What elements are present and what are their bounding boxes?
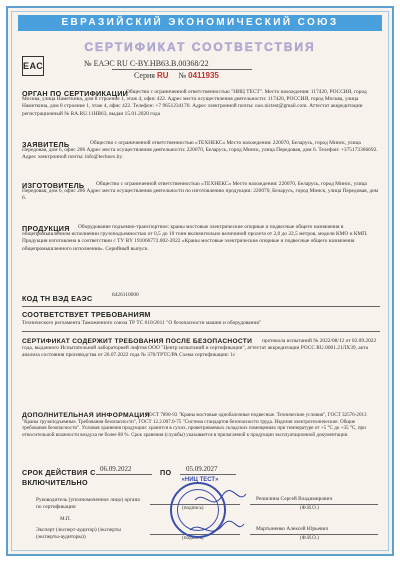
info-text: ГОСТ 7890-93 "Краны мостовые однобалочные подвесные. Технические условия", ГОСТ 32576-2013 "Краны грузоподъемные. Требования безопасности", ГОСТ 12.2.007.0-75 "Система стандартов безопасности труда. Изделия электротехнические. Общие требования безопасности". Условия хранения продукции: хранится в сухих, проветриваемых складских помещениях при температуре от +5 °С до +35 °С, при относительной влажности воздуха не более 80 %. Срок хранения (службы) указывается в прилагаемой к продукции эксплуатационной документации. <box>22 412 367 438</box>
head-sign-caption: (подпись) <box>182 505 204 511</box>
info-label: ДОПОЛНИТЕЛЬНАЯ ИНФОРМАЦИЯ <box>22 412 150 419</box>
manufacturer-label: ИЗГОТОВИТЕЛЬ <box>22 181 85 190</box>
series-line <box>134 72 219 79</box>
validity-to-rule <box>180 474 236 475</box>
validity-from: 06.09.2022 <box>100 465 132 473</box>
applicant-text: Общество с ограниченной ответственностью «ТЕХНЕКС» Место нахождения: 220070, Беларусь, город Минск, улица Передовая, дом 6, офис 206 Адрес места осуществления деятельности: 220070, Беларусь, город Минск, улица Передовая, дом 6. Телефон: +375173366692. Адрес электронной почты: info@technex.by. <box>22 140 378 161</box>
expert-name: Мартыненко Алексей Юрьевич <box>256 526 329 532</box>
validity-label: СРОК ДЕЙСТВИЯ С <box>22 468 96 477</box>
registration-label: № ЕАЭС <box>84 59 115 68</box>
stamp-text: «НИЦ ТЕСТ» <box>181 477 219 483</box>
organ-label: ОРГАН ПО СЕРТИФИКАЦИИ <box>22 89 129 98</box>
basis-label: СЕРТИФИКАТ СОДЕРЖИТ ТРЕБОВАНИЯ ПОСЛЕ БЕЗОПАСНОСТИ <box>22 338 253 345</box>
series-label: Серия <box>134 71 155 80</box>
validity-from-rule <box>96 474 152 475</box>
head-name: Решилина Сергей Владимирович <box>256 496 333 502</box>
organ-text: Общество с ограниченной ответственностью "НИЦ ТЕСТ". Место нахождения: 117420, РОССИЯ, город Москва, улица Наметкина, дом 8 строение 1, этаж 4, офис 422. Адрес места осуществления деятельности: 117420, РОССИЯ, город Москва, улица Наметкина, дом 8 строение 1, этаж 4, офис 422. Телефон: +7 9651234170. Адрес электронной почты: ooo.nictest@gmail.com. Аттестат аккредитации регистрационный № RA.RU.11НВ63, выдан 15.01.2020 года <box>22 89 367 117</box>
head-label: Руководитель (уполномоченное лицо) органа по сертификации <box>36 497 140 511</box>
tnved-label: КОД ТН ВЭД ЕАЭС <box>22 294 93 303</box>
validity-to: 05.09.2027 <box>186 465 218 473</box>
tnved-rule <box>22 306 380 307</box>
validity-tail: ВКЛЮЧИТЕЛЬНО <box>22 478 88 487</box>
serial-prefix: № <box>178 71 187 80</box>
basis-text: протокола испытаний № 2022/08/12 от 02.09.2022 года, выданного Испытательной лабораторией лифтов ООО "Центр испытаний и сертификации", аттестат аккредитации РОСС RU.0001.21ЛХ39, акта анализа состояния производства от 26.07.2022 года № 370/ТРТС/РА Схема сертификации: 1с <box>22 338 377 359</box>
validity-to-label: ПО <box>160 468 172 477</box>
applicant-label: ЗАЯВИТЕЛЬ <box>22 140 70 149</box>
head-name-caption: (Ф.И.О.) <box>300 505 319 511</box>
serial-number: 0411935 <box>188 71 219 80</box>
mp-mark: М.П. <box>60 516 71 522</box>
eac-mark: ЕАС <box>22 56 44 76</box>
registration-number: RU C-BY.НВ63.В.00368/22 <box>116 59 209 68</box>
registration-underline <box>112 69 252 70</box>
registration-line <box>84 60 209 67</box>
expert-label: Эксперт (эксперт-аудитор) (эксперты (эксперты-аудиторы)) <box>36 527 121 541</box>
product-label: ПРОДУКЦИЯ <box>22 224 70 233</box>
stamp-inner-ring <box>177 489 219 531</box>
manufacturer-text: Общество с ограниченной ответственностью «ТЕХНЕКС» Место нахождения: 220070, Беларусь, город Минск, улица Передовая, дом 6, офис 206 Адрес места осуществления деятельности по изготовлению продукции: 220070, Беларусь, город Минск, улица Передовая, дом 6. <box>22 181 379 202</box>
product-text: Оборудование подъемно-транспортное: краны мостовые электрические опорные и подвесные общего назначения в общепромышленном исполнении грузоподъемностью от 0,5 до 10 тонн включительно величиной пролета от 2,0 до 22,5 метров, модели КМО и КМП. Продукция изготовлена в соответствии с ТУ BY 191066772.002-2022 «Краны мостовые электрические опорные и подвесные общего назначения общепромышленного исполнения». Серийный выпуск. <box>22 224 368 252</box>
requirements-text: Технического регламента Таможенного союза ТР ТС 010/2011 "О безопасности машин и оборудования" <box>22 320 262 326</box>
certificate-title: СЕРТИФИКАТ СООТВЕТСТВИЯ <box>84 40 316 54</box>
series-value: RU <box>156 71 169 80</box>
requirements-label: СООТВЕТСТВУЕТ ТРЕБОВАНИЯМ <box>22 310 151 319</box>
union-band: ЕВРАЗИЙСКИЙ ЭКОНОМИЧЕСКИЙ СОЮЗ <box>18 15 382 31</box>
organ-stamp <box>170 477 226 538</box>
requirements-rule <box>22 331 380 332</box>
expert-name-caption: (Ф.И.О.) <box>300 535 319 541</box>
expert-sign-caption: (подпись) <box>182 535 204 541</box>
tnved-value: 8426110000 <box>112 292 139 298</box>
